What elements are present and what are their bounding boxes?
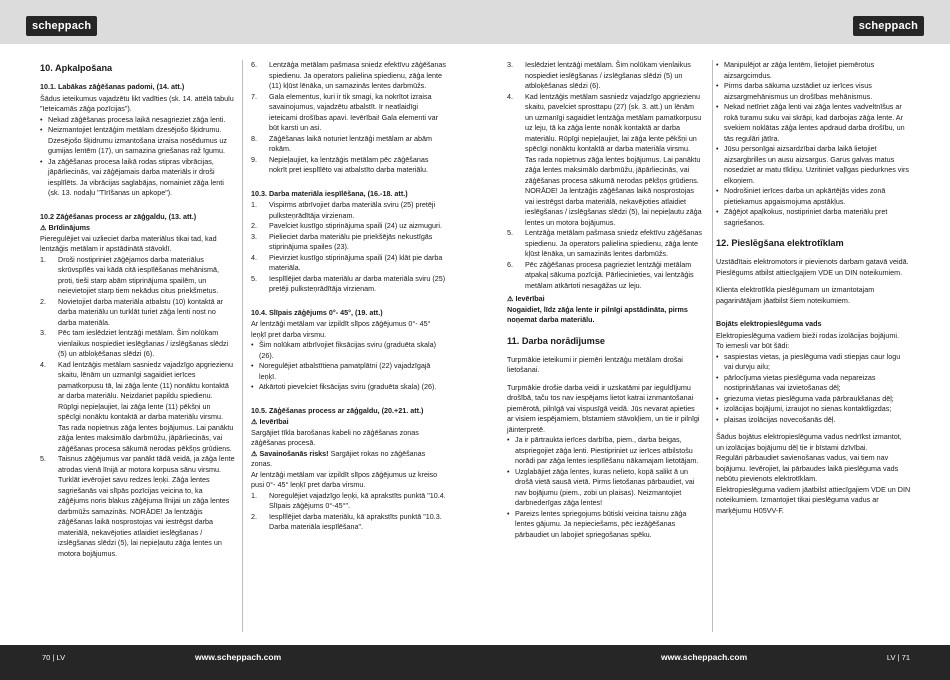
warning-line — [251, 417, 446, 428]
list-item: • saspiestas vietas, ja pieslēguma vadi stiepjas caur logu vai durvju ailu; — [716, 352, 911, 373]
list-item: 3. Ieslēdziet lentzāģi metālam. Šim nolūkam vienlaikus nospiediet ieslēgšanas / izslēgšanas slēdzi (5) un atbloķēšanas slēdzi (6). — [507, 60, 691, 90]
section-10-5-text: Sargājiet tīkla barošanas kabeli no zāģēšanas zonas zāģēšanas procesā. — [251, 427, 419, 447]
cable-text-3: Elektropieslēguma vadiem jāatbilst attiecīgajiem VDE un DIN noteikumiem. Izmantojiet tikai pieslēguma vadus ar marķējumu H05VV-F. — [716, 484, 911, 515]
tips-list — [40, 115, 235, 199]
website-link-right[interactable]: www.scheppach.com — [661, 652, 748, 662]
list-item: 7. Gala elementus, kuri ir tik smagi, ka nokrītot izraisa savainojumus, vajadzētu atbalstīt. Ir neatlaidīgi ieteicami drošības apavi. Ievērībai! Gala elementi var būt karsti un asi. — [251, 91, 438, 132]
list-item: • Ja ir pārtraukta ierīces darbība, piem., darba beigas, atspriegojiet zāģa lenti. Piestipriniet uz ierīces atbilstošu norādi par zāģa lentes iespīlēšanu nākamajam lietotājam. — [507, 435, 702, 467]
damaged-cable-text: Elektropieslēguma vadiem bieži rodas izolācijas bojājumi. — [716, 330, 899, 340]
section-10-1-heading: 10.1. Labākas zāģēšanas padomi, (14. att.) — [40, 82, 185, 91]
list-item: • Nekad netīriet zāģa lenti vai zāģa lentes vadveltnīšus ar rokā turamu suku vai skrāpi, kad darbojas zāģa lente. Ar svekiem noklātas zāģa lentes apdraud darba drošību, un tās regulāri jātīra. — [716, 102, 911, 144]
page-number-right: LV | 71 — [886, 653, 910, 662]
work-tips-list — [507, 435, 702, 540]
list-item: 6. Pēc zāģēšanas procesa pagrieziet lentzāģi metālam atpakaļ sākuma pozīcijā. Pārliecinieties, vai lentzāģis metālam atkārtoti nesagāžas uz leju. — [507, 259, 694, 290]
section-10-heading: 10. Apkalpošana — [40, 63, 113, 73]
list-item: 3. Pielieciet darba materiālu pie priekšējās nekustīgās stiprinājuma spailes (23). — [251, 231, 433, 251]
list-item: 3. Pēc tam ieslēdziet lentzāģi metālam. Šim nolūkam vienlaikus nospiediet ieslēgšanas / izslēgšanas slēdzi (5) un atbloķēšanas slēdzi (6). — [40, 328, 229, 358]
warning-line — [507, 294, 702, 305]
list-item: 2. Iesplīlējiet darba materiālu, kā aprakstīts punktā "10.3. Darba materiāla iespīlēšana". — [251, 511, 442, 531]
risk-line: ⚠ Savainošanās risks! Sargājiet rokas no zāģēšanas zonas. — [251, 448, 426, 468]
section-10-5-heading: 10.5. Zāģēšanas process ar zāģgaldu, (20.+21. att.) — [251, 405, 424, 415]
list-item: 1. Droši nostipriniet zāģējamos darba materiālus skrūvspīlēs vai kādā citā iespīlēšanas mehānismā, proti, tieši starp abām stiprinājuma spailēm, un neievietojiet starp tiem nekādus citus priekšmetus. — [40, 254, 219, 295]
list-item: • izolācijas bojājumi, izraujot no sienas kontaktligzdas; — [716, 404, 911, 415]
list-item: • Uzglabājiet zāģa lentes, kuras nelieto, kopā salikt ā un drošā vietā sausā vietā. Pirms lietošanas pārbaudiet, vai nav bojājumu (piem., zobi un plaisas). Neizmantojiet darbnederīgas zāģa lentes! — [507, 467, 702, 509]
list-item: • Ja zāģēšanas procesa laikā rodas stipras vibrācijas, jāpārliecinās, vai zāģējamais darba materiāls ir droši iesplīlēts. Ja vibrācijas saglabājas, nomainiet zāģa lenti (sk. 13. nodaļu "Tīrīšanas un apkope"). — [40, 157, 235, 199]
section-10-5-text-2: Ar lentzāģi metālam var izpildīt slīpos zāģējumus uz kreiso pusi 0°- 45° leņķī pret darba virsmu. — [251, 469, 438, 489]
column-divider-left — [242, 60, 243, 632]
warning-triangle-icon: ⚠ — [251, 417, 258, 426]
risk-label: Savainošanās risks! — [259, 448, 329, 458]
list-item: 2. Pavelciet kustīgo stiprinājuma spaili (24) uz aizmuguri. — [251, 221, 442, 230]
page-number-left: 70 | LV — [42, 653, 66, 662]
warning-triangle-icon: ⚠ — [251, 448, 258, 458]
header-bar — [0, 0, 950, 44]
section-10-4-heading: 10.4. Slīpais zāģējums 0°- 45°, (19. att.) — [251, 307, 383, 317]
list-item: 6. Lentzāģa metālam pašmasa sniedz efektīvu zāģēšanas spiedienu. Ja operators palielina spiedienu, zāģa lente (11) kļūst lēnāka, un samazinās lentes darbmūžs. — [251, 60, 446, 90]
warning-line — [40, 223, 235, 234]
list-item: 4. Kad lentzāģis metālam sasniedz vajadzīgo apgriezienu skaitu, lēnām un uzmanīgi sagaidiet ierīces pamatkorpusu tā, lai zāģa lente (11) nonāktu kontaktā ar darba materiālu. Neizdariet papildu spiedienu. Rūpīgi nepieļaujiet, lai zāģa lente (11) pēkšņi un spēcīgi nonāktu kontaktā ar darba materiālu virsmu. Tas rada nopietnus zāģa lentes bojājumus. Lai panāktu zāģa lentes maksimālo darbmūžu, jāpārliecinās, vai zāģēšanas procesa sākumā nerodas pēkšņs grūdiens. — [40, 359, 234, 453]
list-item: 4. Pievirziet kustīgo stiprinājuma spaili (24) klāt pie darba materiāla. — [251, 252, 443, 272]
list-item: • Pirms darba sākuma uzstādiet uz ierīces visus aizsargmehānismus un drošības mehānismus. — [716, 81, 911, 102]
steps-list — [251, 491, 446, 533]
damaged-cable-heading: Bojāts elektropieslēguma vads — [716, 319, 822, 328]
warning-label: Ievērībai — [515, 294, 545, 303]
list-item: • Nodrošiniet ierīces darba un apkārtējās vides zonā pietiekamus apgaismojuma apstākļus. — [716, 186, 911, 207]
list-item: • griezuma vietas pieslēguma vada pārbraukšanas dēļ; — [716, 394, 911, 405]
list-item: 8. Zāģēšanas laikā noturiet lentzāģi metālam ar abām rokām. — [251, 133, 433, 153]
section-11-text: Turpmākie ieteikumi ir piemēri lentzāģu metālam drošai lietošanai. — [507, 354, 683, 374]
list-item: • Jūsu personīgai aizsardzībai darba laikā lietojiet aizsargbrilles un ausu aizsargus. Garus galvas matus nosedziet ar matu tīkliņu. Uzritiniet vaļīgas piedurknes virs elkoņiem. — [716, 144, 911, 186]
list-item: • Šim nolūkam atbrīvojiet fiksācijas sviru (graduēta skala) (26). — [251, 340, 446, 361]
list-item: 1. Vispirms atbrīvojiet darba materiāla sviru (25) pretēji pulksteņrādītāja virzienam. — [251, 200, 436, 220]
warning-label: Ievērībai — [259, 417, 289, 426]
section-11-text-2: Turpmākie drošie darba veidi ir uzskatāmi par ieguldījumu drošībā, taču tos nav iespējams lietot katrai iznmantošanai piemērotā, pilnīgā vai vispusīgā veidā. Jūs nevarat apieties ar visiem iespējamiem, bīstamiem stāvokļiem, un tie ir pilnīgi jāinterpretē. — [507, 382, 700, 434]
section-12-heading: 12. Pieslēgšana elektrotīklam — [716, 238, 844, 248]
section-10-2-heading: 10.2 Zāģēšanas process ar zāģgaldu, (13. att.) — [40, 211, 197, 221]
column-divider-right — [712, 60, 713, 632]
section-10-2-text: Pieregulējiet vai uzlieciet darba materiālus tikai tad, kad lentzāģis metālam ir apstādinātā stāvoklī. — [40, 233, 217, 253]
bevel-list — [251, 340, 446, 393]
cable-text-1: Šādus bojātus elektropieslēguma vadus nedrīkst izmantot, un izolācijas bojājumu dēļ tie ir bīstami dzīvībai. — [716, 432, 902, 452]
list-item: 5. Iesplīlējiet darba materiālu ar darba materiāla sviru (25) pretēji pulksteņrādītāja virzienam. — [251, 273, 446, 293]
list-item: • Noregulējiet atbalstītiena pamatplātni (22) vajadzīgajā leņķī. — [251, 361, 446, 382]
list-item: 5. Taisnus zāģējumus var panākt tādā veidā, ja zāģa lente atrodas vienā līnijā ar motora korpusa sānu virsmu. Turklāt ievērojiet savu redzes leņķi. Zāģa lentes sagriešanās vai slīpās pozīcijas veicina to, ka zāģējums noris blakus zāģējuma līnijai un zāģa lentes darbmūžs samazinās. NORĀDE! Ja lentzāģis zāģēšanas laikā nosprostojas vai iestrēgst darba materiālā, nekavējoties atlaidiet ieslēgšanas / izslēgšanas slēdzi (5), lai nepieļautu zāģa lentes un motora bojājumus. — [40, 454, 235, 558]
list-item: 5. Lentzāģa metālam pašmasa sniedz efektīvu zāģēšanas spiedienu. Ja operators palielina spiedienu, zāģa lente kļūst lēnāka, un samazinās lentes darbmūžs. — [507, 228, 702, 258]
section-12-text: Uzstādītais elektromotors ir pievienots darbam gatavā veidā. Pieslēgums atbilst attiecīgajiem VDE un DIN noteikumiem. — [716, 257, 909, 277]
steps-list — [251, 60, 446, 176]
footer-bar — [0, 645, 950, 680]
cable-text-2: Regulāri pārbaudiet savienošanas vadus, vai tiem nav bojājumu. Ievērojiet, lai pārbaudes laikā pieslēguma vads nebūtu pievienots elektrotīklam. — [716, 453, 899, 483]
column-1 — [40, 60, 235, 559]
steps-list — [507, 60, 702, 291]
list-item: 1. Noregulējiet vajadzīgo leņķi, kā aprakstīts punktā "10.4. Slīpais zāģējums 0°-45°". — [251, 490, 446, 510]
section-11-heading: 11. Darba norādījumse — [507, 335, 606, 346]
list-item: 4. Kad lentzāģis metālam sasniedz vajadzīgo apgriezienu skaitu, pavelciet sprosttapu (27) (sk. 3. att.) un lēnām un uzmanīgi sagaidiet lentzāģa metālam pamatkorpusu uz leju, tā ka zāģa lente nonāk kontaktā ar darba materiālu. Rūpīgi nepieļaujiet, lai zāģa lente pēkšņi un spēcīgi nonāktu kontaktā ar darba materiāla virsmu. Tas rada nopietnus zāģa lentes bojājumus. Lai panāktu zāģa lentes maksimālo darbmūžu, jāpārliecinās, vai zāģēšanas procesa sākumā nerodas pēkšņs grūdiens. NORĀDE! Ja lentzāģis zāģēšanas laikā nosprostojas vai iestrēgst darba materiālā, nekavējoties atlaidiet ieslēgšanas / izslēgšanas slēdzi (5), lai nepieļautu zāģa lentes un motora bojājumus. — [507, 91, 702, 227]
list-item: • pārlocījuma vietas pieslēguma vada nepareizas nostiprināšanas vai izvietošanas dēļ; — [716, 373, 911, 394]
column-3 — [507, 60, 702, 540]
safety-list — [716, 60, 911, 228]
list-item: 2. Novietojiet darba materiāla atbalstu (10) kontaktā ar darba materiālu un turklāt turiet zāģa lenti nost no darba materiāla. — [40, 296, 224, 327]
list-item: • Atkārtoti pievelciet fiksācijas sviru (graduēta skala) (26). — [251, 382, 446, 393]
website-link-left[interactable]: www.scheppach.com — [195, 652, 282, 662]
causes-intro: To iemesli var būt šādi: — [716, 341, 790, 350]
section-10-1-text: Šādus ieteikumus vajadzētu likt vadīties (sk. 14. attēlā tabulu "Ieteicamās zāģa pozīcijas"). — [40, 93, 234, 113]
steps-list — [251, 200, 446, 295]
steps-list — [40, 255, 235, 560]
list-item: • Manipulējot ar zāģa lentēm, lietojiet piemērotus aizsargcimdus. — [716, 60, 911, 81]
section-10-3-heading: 10.3. Darba materiāla iespīlēšana, (16.-18. att.) — [251, 188, 408, 198]
causes-list — [716, 352, 911, 426]
warning-label: Brīdinājums — [48, 223, 90, 232]
list-item: • plaisas izolācijas novecošanās dēļ. — [716, 415, 911, 426]
column-2 — [251, 60, 446, 533]
warning-triangle-icon: ⚠ — [40, 223, 47, 232]
brand-logo-right: scheppach — [853, 16, 924, 36]
section-12-text-2: Klienta elektrotīkla pieslēgumam un izmantotajam pagarinātājam jāatbilst šiem noteikumiem. — [716, 285, 875, 305]
list-item: • Pareizs lentes spriegojums būtiski veicina taisnu zāģa lentes gājumu. Ja nepieciešams, pēc iezāģēšanas pārbaudiet un labojiet spriegošanas spēku. — [507, 509, 702, 541]
list-item: • Zāģējot apaļkokus, nostipriniet darba materiālu pret sagriešanos. — [716, 207, 911, 228]
brand-logo-left: scheppach — [26, 16, 97, 36]
column-4 — [716, 60, 911, 516]
warning-triangle-icon: ⚠ — [507, 294, 514, 303]
list-item: • Nekad zāģēšanas procesa laikā nesagrieziet zāģa lenti. — [40, 115, 235, 126]
section-10-4-text: Ar lentzāģi metālam var izpildīt slīpos zāģējumus 0°- 45° leņķī pret darba virsmu. — [251, 319, 431, 339]
list-item: 9. Nepieļaujiet, ka lentzāģis metālam pēc zāģēšanas nokrīt pret iesplīlēto vai atbalstīto darba materiālu. — [251, 154, 429, 174]
list-item: • Neizmantojiet lentzāģim metālam dzesējošo šķidrumu. Dzesējošo šķidrumu izmantošana izraisa nosēdumus uz gumijas lentēm (17), un samazina griešanas raž īgumu. — [40, 125, 235, 157]
warning-text: Nogaidiet, līdz zāģa lente ir pilnīgi apstādināta, pirms noņemat darba materiālu. — [507, 304, 688, 324]
